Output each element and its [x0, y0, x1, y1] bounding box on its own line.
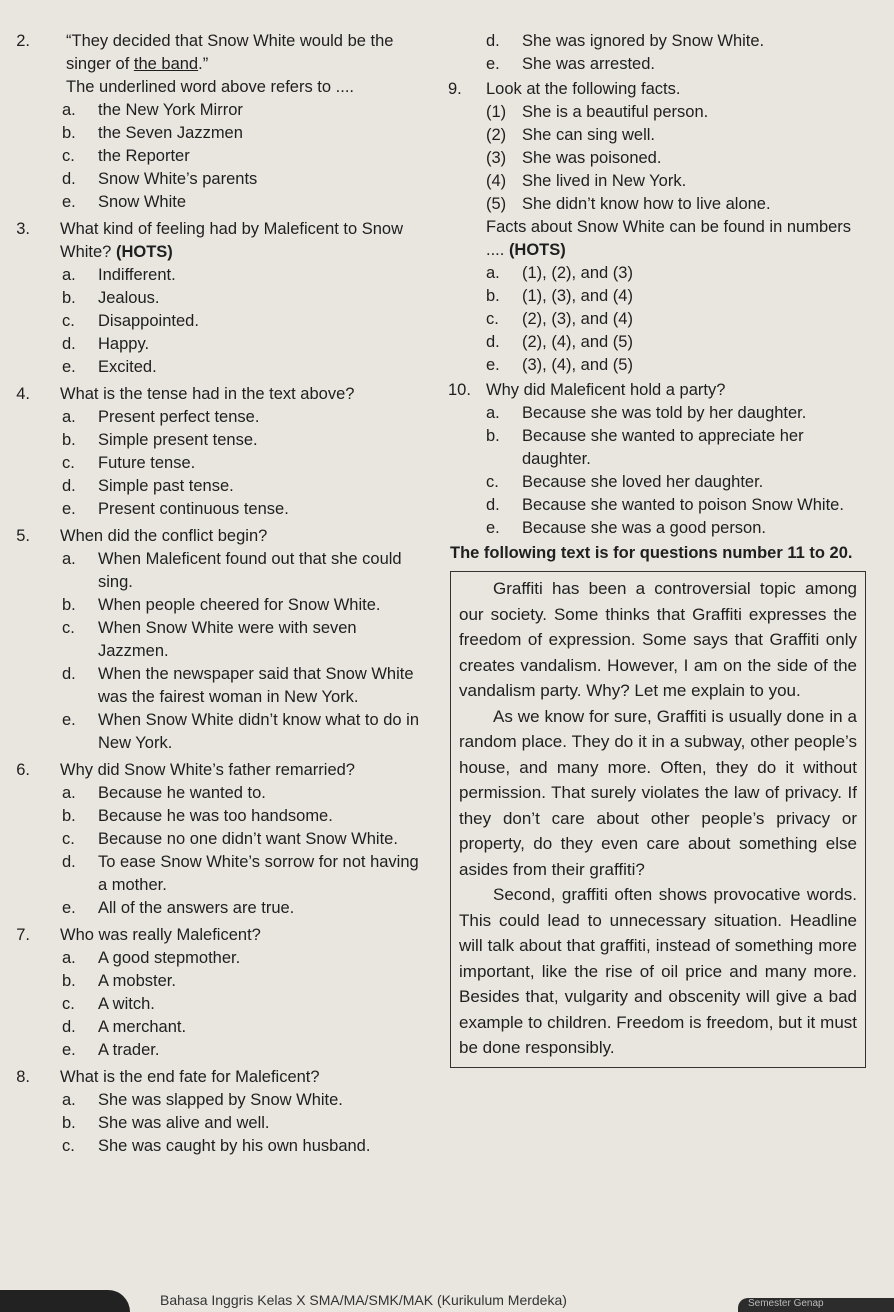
question-number: 10. — [448, 381, 471, 399]
options-list — [486, 402, 868, 540]
question-number: 7. — [16, 926, 30, 944]
hots-tag: (HOTS) — [115, 243, 173, 261]
option-b[interactable]: b. Because he was too handsome. — [62, 807, 333, 825]
question-text: Who was really Maleficent? — [60, 926, 261, 944]
option-e[interactable]: e. Because she was a good person. — [486, 519, 766, 537]
option-e[interactable]: e. Snow White — [62, 193, 187, 211]
question-3 — [0, 218, 430, 379]
option-a[interactable]: a. Indifferent. — [62, 266, 176, 284]
option-e[interactable]: e. When Snow White didn’t know what to do in New York. — [62, 711, 420, 752]
option-d[interactable]: d. (2), (4), and (5) — [486, 333, 633, 351]
option-c[interactable]: c. When Snow White were with seven Jazzmen. — [62, 619, 357, 660]
facts-list — [486, 101, 868, 216]
fact-item: (3) She was poisoned. — [486, 149, 662, 167]
question-8-continued — [448, 30, 868, 76]
question-6 — [0, 759, 430, 920]
option-a[interactable]: a. A good stepmother. — [62, 949, 241, 967]
options-list — [62, 548, 430, 755]
options-list — [486, 30, 868, 76]
hots-tag: (HOTS) — [508, 241, 566, 259]
question-prompt: The underlined word above refers to .... — [66, 78, 354, 96]
option-d[interactable]: d. To ease Snow White’s sorrow for not having a mother. — [62, 853, 419, 894]
question-text: What is the tense had in the text above? — [60, 385, 355, 403]
option-b[interactable]: b. Simple present tense. — [62, 431, 258, 449]
option-a[interactable]: a. the New York Mirror — [62, 101, 243, 119]
reading-passage — [450, 571, 866, 1068]
option-d[interactable]: d. Because she wanted to poison Snow White. — [486, 496, 844, 514]
question-2 — [0, 30, 430, 214]
options-list — [62, 99, 430, 214]
question-9 — [448, 78, 868, 377]
option-e[interactable]: e. A trader. — [62, 1041, 160, 1059]
question-text: Look at the following facts. — [486, 80, 681, 98]
footer-title: Bahasa Inggris Kelas X SMA/MA/SMK/MAK (Kurikulum Merdeka) — [160, 1292, 567, 1308]
options-list — [62, 1089, 430, 1158]
option-e[interactable]: e. All of the answers are true. — [62, 899, 295, 917]
option-a[interactable]: a. She was slapped by Snow White. — [62, 1091, 343, 1109]
option-e[interactable]: e. She was arrested. — [486, 55, 655, 73]
option-c[interactable]: c. the Reporter — [62, 147, 190, 165]
option-a[interactable]: a. Because she was told by her daughter. — [486, 404, 807, 422]
question-number: 4. — [16, 385, 30, 403]
passage-intro: The following text is for questions number 11 to 20. — [450, 544, 853, 562]
passage-paragraph-2: As we know for sure, Graffiti is usually done in a random place. They do it in a subway, other people’s house, and many more. Often, they do it without permission. That surely violates the law of privacy. If they don’t care about other people’s privacy or property, do they even care about something else asides from their graffiti? — [459, 706, 857, 879]
question-number: 5. — [16, 527, 30, 545]
question-text: Why did Snow White’s father remarried? — [60, 761, 355, 779]
question-number: 8. — [16, 1068, 30, 1086]
question-text: “They decided that Snow White would be the singer of the band.” — [66, 32, 394, 73]
question-number: 9. — [448, 80, 462, 98]
question-10 — [448, 379, 868, 540]
options-list — [62, 406, 430, 521]
question-prompt: Facts about Snow White can be found in numbers .... (HOTS) — [486, 218, 852, 259]
question-text: When did the conflict begin? — [60, 527, 268, 545]
option-a[interactable]: a. (1), (2), and (3) — [486, 264, 633, 282]
option-c[interactable]: c. Future tense. — [62, 454, 196, 472]
fact-item: (1) She is a beautiful person. — [486, 103, 709, 121]
option-c[interactable]: c. Because she loved her daughter. — [486, 473, 764, 491]
question-5 — [0, 525, 430, 755]
page-footer — [0, 1288, 894, 1312]
options-list — [486, 262, 868, 377]
question-text: Why did Maleficent hold a party? — [486, 381, 726, 399]
option-d[interactable]: d. Happy. — [62, 335, 150, 353]
option-b[interactable]: b. (1), (3), and (4) — [486, 287, 633, 305]
option-b[interactable]: b. Because she wanted to appreciate her daughter. — [486, 427, 804, 468]
option-b[interactable]: b. She was alive and well. — [62, 1114, 270, 1132]
question-number: 3. — [16, 220, 30, 238]
option-d[interactable]: d. Simple past tense. — [62, 477, 234, 495]
option-c[interactable]: c. (2), (3), and (4) — [486, 310, 633, 328]
option-b[interactable]: b. When people cheered for Snow White. — [62, 596, 381, 614]
option-b[interactable]: b. Jealous. — [62, 289, 160, 307]
question-number: 2. — [16, 32, 30, 50]
option-d[interactable]: d. When the newspaper said that Snow White was the fairest woman in New York. — [62, 665, 414, 706]
option-d[interactable]: d. Snow White’s parents — [62, 170, 258, 188]
options-list — [62, 264, 430, 379]
question-4 — [0, 383, 430, 521]
passage-paragraph-1: Graffiti has been a controversial topic among our society. Some thinks that Graffiti expresses the freedom of expression. Some says that Graffiti only creates vandalism. However, I am on the side of the vandalism party. Why? Let me explain to you. — [459, 579, 857, 700]
question-number: 6. — [16, 761, 30, 779]
options-list — [62, 782, 430, 920]
option-a[interactable]: a. Present perfect tense. — [62, 408, 260, 426]
option-a[interactable]: a. When Maleficent found out that she could sing. — [62, 550, 402, 591]
passage-paragraph-3: Second, graffiti often shows provocative words. This could lead to unnecessary situation. Headline will talk about that graffiti, instead of something more important, like the rise of oil price and many more. Besides that, vulgarity and obscenity will give a bad example to children. Freedom is freedom, but it must be done responsibly. — [459, 885, 857, 1057]
fact-item: (4) She lived in New York. — [486, 172, 687, 190]
option-e[interactable]: e. (3), (4), and (5) — [486, 356, 633, 374]
right-column — [448, 30, 868, 1068]
option-d[interactable]: d. She was ignored by Snow White. — [486, 32, 765, 50]
option-c[interactable]: c. Because no one didn’t want Snow White. — [62, 830, 398, 848]
option-b[interactable]: b. A mobster. — [62, 972, 176, 990]
option-e[interactable]: e. Present continuous tense. — [62, 500, 289, 518]
footer-decoration — [0, 1290, 130, 1312]
question-text: What is the end fate for Maleficent? — [60, 1068, 320, 1086]
option-c[interactable]: c. A witch. — [62, 995, 155, 1013]
option-c[interactable]: c. She was caught by his own husband. — [62, 1137, 371, 1155]
underlined-word: the band — [133, 55, 199, 73]
option-c[interactable]: c. Disappointed. — [62, 312, 199, 330]
question-7 — [0, 924, 430, 1062]
option-d[interactable]: d. A merchant. — [62, 1018, 187, 1036]
option-e[interactable]: e. Excited. — [62, 358, 157, 376]
question-8 — [0, 1066, 430, 1158]
options-list — [62, 947, 430, 1062]
left-column — [0, 30, 430, 1162]
option-b[interactable]: b. the Seven Jazzmen — [62, 124, 243, 142]
footer-semester-tag: Semester Genap — [748, 1298, 824, 1309]
question-text: What kind of feeling had by Maleficent to Snow White? (HOTS) — [60, 220, 404, 261]
fact-item: (2) She can sing well. — [486, 126, 655, 144]
fact-item: (5) She didn’t know how to live alone. — [486, 195, 771, 213]
option-a[interactable]: a. Because he wanted to. — [62, 784, 266, 802]
